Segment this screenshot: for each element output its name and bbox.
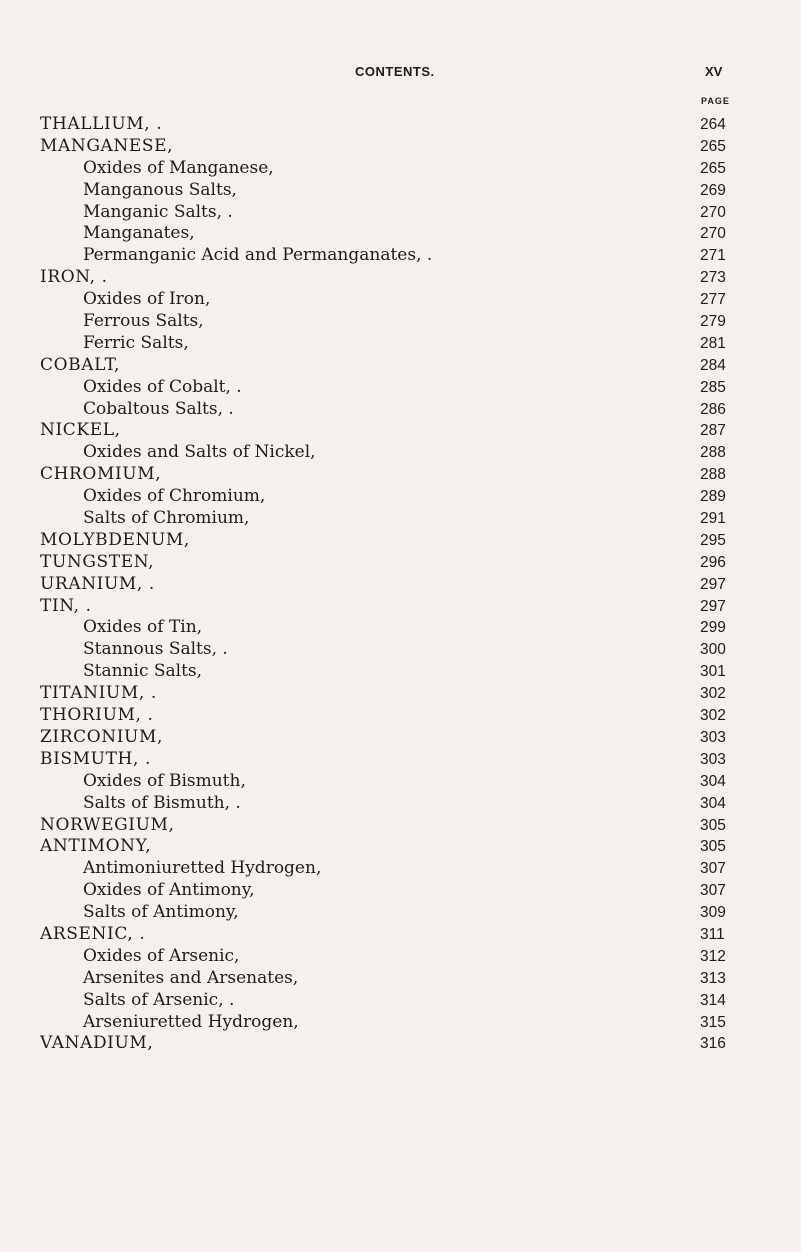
entry-page: 311 bbox=[700, 925, 725, 943]
toc-entry-oxides-of-bismuth[interactable] bbox=[40, 771, 740, 793]
entry-page: 297 bbox=[700, 575, 726, 593]
entry-page: 287 bbox=[700, 422, 726, 440]
entry-label: THALLIUM, . bbox=[40, 114, 168, 136]
toc-entry-oxides-salts-nickel[interactable] bbox=[40, 442, 740, 464]
entry-page: 288 bbox=[700, 466, 726, 484]
entry-label: Stannic Salts, bbox=[83, 661, 208, 683]
entry-page: 264 bbox=[700, 116, 726, 133]
entry-label: MOLYBDENUM, bbox=[40, 530, 196, 552]
entry-page: 305 bbox=[700, 816, 726, 834]
entry-label: Oxides of Bismuth, bbox=[83, 771, 252, 793]
entry-label: CHROMIUM, bbox=[40, 464, 167, 486]
toc-entry-stannous-salts[interactable] bbox=[40, 639, 740, 661]
entry-page: 288 bbox=[700, 444, 726, 462]
entry-page: 312 bbox=[700, 947, 726, 965]
toc-entry-chromium[interactable] bbox=[40, 464, 740, 486]
entry-page: 279 bbox=[700, 313, 726, 331]
toc-entry-salts-of-arsenic[interactable] bbox=[40, 990, 740, 1012]
entry-label: Ferric Salts, bbox=[83, 333, 195, 355]
entry-label: Arseniuretted Hydrogen, bbox=[83, 1012, 305, 1034]
entry-page: 304 bbox=[700, 772, 726, 790]
entry-label: Manganous Salts, bbox=[83, 180, 243, 202]
toc-entry-zirconium[interactable] bbox=[40, 727, 740, 749]
entry-label: Cobaltous Salts, . bbox=[83, 399, 240, 421]
toc-entry-antimoniuretted-hydrogen[interactable] bbox=[40, 858, 740, 880]
entry-page: 265 bbox=[700, 137, 726, 155]
entry-page: 303 bbox=[700, 750, 726, 768]
entry-label: Permanganic Acid and Permanganates, . bbox=[83, 245, 438, 267]
toc-entry-arsenites-arsenates[interactable] bbox=[40, 968, 740, 990]
toc-entry-oxides-of-tin[interactable] bbox=[40, 617, 740, 639]
entry-label: Manganic Salts, . bbox=[83, 202, 239, 224]
entry-label: Oxides of Tin, bbox=[83, 617, 208, 639]
entry-page: 313 bbox=[700, 969, 726, 987]
toc-entry-salts-of-bismuth[interactable] bbox=[40, 793, 740, 815]
entry-page: 299 bbox=[700, 619, 726, 637]
entry-label: Oxides of Manganese, bbox=[83, 158, 280, 180]
toc-entry-norwegium[interactable] bbox=[40, 815, 740, 837]
roman-page-number: XV bbox=[705, 64, 723, 79]
entry-page: 265 bbox=[700, 159, 726, 177]
entry-label: BISMUTH, . bbox=[40, 749, 157, 771]
entry-label: VANADIUM, bbox=[40, 1033, 159, 1055]
entry-label: NICKEL, bbox=[40, 420, 127, 442]
toc-entry-oxides-of-iron[interactable] bbox=[40, 289, 740, 311]
entry-label: Manganates, bbox=[83, 223, 201, 245]
toc-entry-nickel[interactable] bbox=[40, 420, 740, 442]
toc-entry-oxides-of-manganese[interactable] bbox=[40, 158, 740, 180]
toc-entry-stannic-salts[interactable] bbox=[40, 661, 740, 683]
toc-entry-oxides-of-arsenic[interactable] bbox=[40, 946, 740, 968]
toc-entry-iron[interactable] bbox=[40, 267, 740, 289]
entry-label: Salts of Bismuth, . bbox=[83, 793, 247, 815]
page-column-label: PAGE bbox=[701, 96, 730, 106]
entry-page: 304 bbox=[700, 794, 726, 812]
toc-entry-thorium[interactable] bbox=[40, 705, 740, 727]
entry-page: 273 bbox=[700, 269, 726, 287]
entry-page: 289 bbox=[700, 488, 726, 506]
entry-page: 302 bbox=[700, 685, 726, 703]
entry-label: Salts of Arsenic, . bbox=[83, 990, 240, 1012]
entry-label: Ferrous Salts, bbox=[83, 311, 210, 333]
entry-page: 277 bbox=[700, 291, 726, 309]
entry-page: 316 bbox=[700, 1035, 726, 1053]
entry-label: ANTIMONY, bbox=[40, 836, 157, 858]
entry-label: Arsenites and Arsenates, bbox=[83, 968, 304, 990]
toc-entry-cobaltous-salts[interactable] bbox=[40, 399, 740, 421]
toc-entry-salts-of-chromium[interactable] bbox=[40, 508, 740, 530]
entry-page: 302 bbox=[700, 707, 726, 725]
entry-label: TIN, . bbox=[40, 596, 98, 618]
entry-label: IRON, . bbox=[40, 267, 114, 289]
toc-entry-vanadium[interactable] bbox=[40, 1033, 740, 1055]
toc-entry-oxides-of-cobalt[interactable] bbox=[40, 377, 740, 399]
entry-label: Salts of Chromium, bbox=[83, 508, 255, 530]
entry-page: 303 bbox=[700, 728, 726, 746]
entry-page: 281 bbox=[700, 334, 726, 352]
entry-page: 301 bbox=[700, 663, 726, 681]
entry-page: 307 bbox=[700, 882, 726, 900]
toc-entry-titanium[interactable] bbox=[40, 683, 740, 705]
entry-label: Oxides of Cobalt, . bbox=[83, 377, 248, 399]
entry-page: 297 bbox=[700, 597, 726, 615]
entry-page: 269 bbox=[700, 181, 726, 199]
entry-label: Oxides of Chromium, bbox=[83, 486, 271, 508]
toc-entry-bismuth[interactable] bbox=[40, 749, 740, 771]
toc-entry-ferric-salts[interactable] bbox=[40, 333, 740, 355]
entry-page: 296 bbox=[700, 553, 726, 571]
entry-page: 295 bbox=[700, 531, 726, 549]
toc-entry-uranium[interactable] bbox=[40, 574, 740, 596]
toc-entry-oxides-of-chromium[interactable] bbox=[40, 486, 740, 508]
entry-label: Salts of Antimony, bbox=[83, 902, 245, 924]
toc-entry-manganese[interactable] bbox=[40, 136, 740, 158]
toc-entry-ferrous-salts[interactable] bbox=[40, 311, 740, 333]
table-of-contents bbox=[40, 114, 740, 1055]
toc-entry-manganates[interactable] bbox=[40, 223, 740, 245]
entry-page: 314 bbox=[700, 991, 726, 1009]
running-head bbox=[0, 64, 801, 84]
toc-entry-molybdenum[interactable] bbox=[40, 530, 740, 552]
toc-entry-tungsten[interactable] bbox=[40, 552, 740, 574]
entry-label: Oxides of Arsenic, bbox=[83, 946, 245, 968]
entry-page: 270 bbox=[700, 225, 726, 243]
entry-page: 307 bbox=[700, 860, 726, 878]
toc-entry-salts-of-antimony[interactable] bbox=[40, 902, 740, 924]
toc-entry-permanganic-acid[interactable] bbox=[40, 245, 740, 267]
toc-entry-arseniuretted-hydrogen[interactable] bbox=[40, 1012, 740, 1034]
entry-page: 291 bbox=[700, 510, 726, 528]
entry-page: 315 bbox=[700, 1013, 726, 1031]
entry-page: 271 bbox=[700, 247, 726, 265]
entry-label: Antimoniuretted Hydrogen, bbox=[83, 858, 327, 880]
entry-page: 285 bbox=[700, 378, 726, 396]
entry-label: ZIRCONIUM, bbox=[40, 727, 169, 749]
entry-label: COBALT, bbox=[40, 355, 126, 377]
entry-label: NORWEGIUM, bbox=[40, 815, 181, 837]
entry-label: URANIUM, . bbox=[40, 574, 161, 596]
entry-label: TUNGSTEN, bbox=[40, 552, 160, 574]
entry-page: 309 bbox=[700, 904, 726, 922]
toc-entry-antimony[interactable] bbox=[40, 836, 740, 858]
entry-label: Oxides and Salts of Nickel, bbox=[83, 442, 322, 464]
entry-page: 270 bbox=[700, 203, 726, 221]
toc-entry-cobalt[interactable] bbox=[40, 355, 740, 377]
entry-label: ARSENIC, . bbox=[40, 924, 151, 946]
toc-entry-manganous-salts[interactable] bbox=[40, 180, 740, 202]
entry-label: MANGANESE, bbox=[40, 136, 179, 158]
entry-label: THORIUM, . bbox=[40, 705, 160, 727]
entry-page: 300 bbox=[700, 641, 726, 659]
entry-page: 284 bbox=[700, 356, 726, 374]
entry-page: 286 bbox=[700, 400, 726, 418]
entry-page: 305 bbox=[700, 838, 726, 856]
entry-label: Oxides of Iron, bbox=[83, 289, 216, 311]
toc-entry-arsenic[interactable] bbox=[40, 924, 740, 946]
entry-label: Stannous Salts, . bbox=[83, 639, 234, 661]
toc-entry-oxides-of-antimony[interactable] bbox=[40, 880, 740, 902]
toc-entry-manganic-salts[interactable] bbox=[40, 202, 740, 224]
page-title: CONTENTS. bbox=[355, 64, 435, 79]
entry-label: TITANIUM, . bbox=[40, 683, 163, 705]
entry-label: Oxides of Antimony, bbox=[83, 880, 261, 902]
toc-entry-tin[interactable] bbox=[40, 596, 740, 618]
toc-entry-thallium[interactable] bbox=[40, 114, 740, 136]
